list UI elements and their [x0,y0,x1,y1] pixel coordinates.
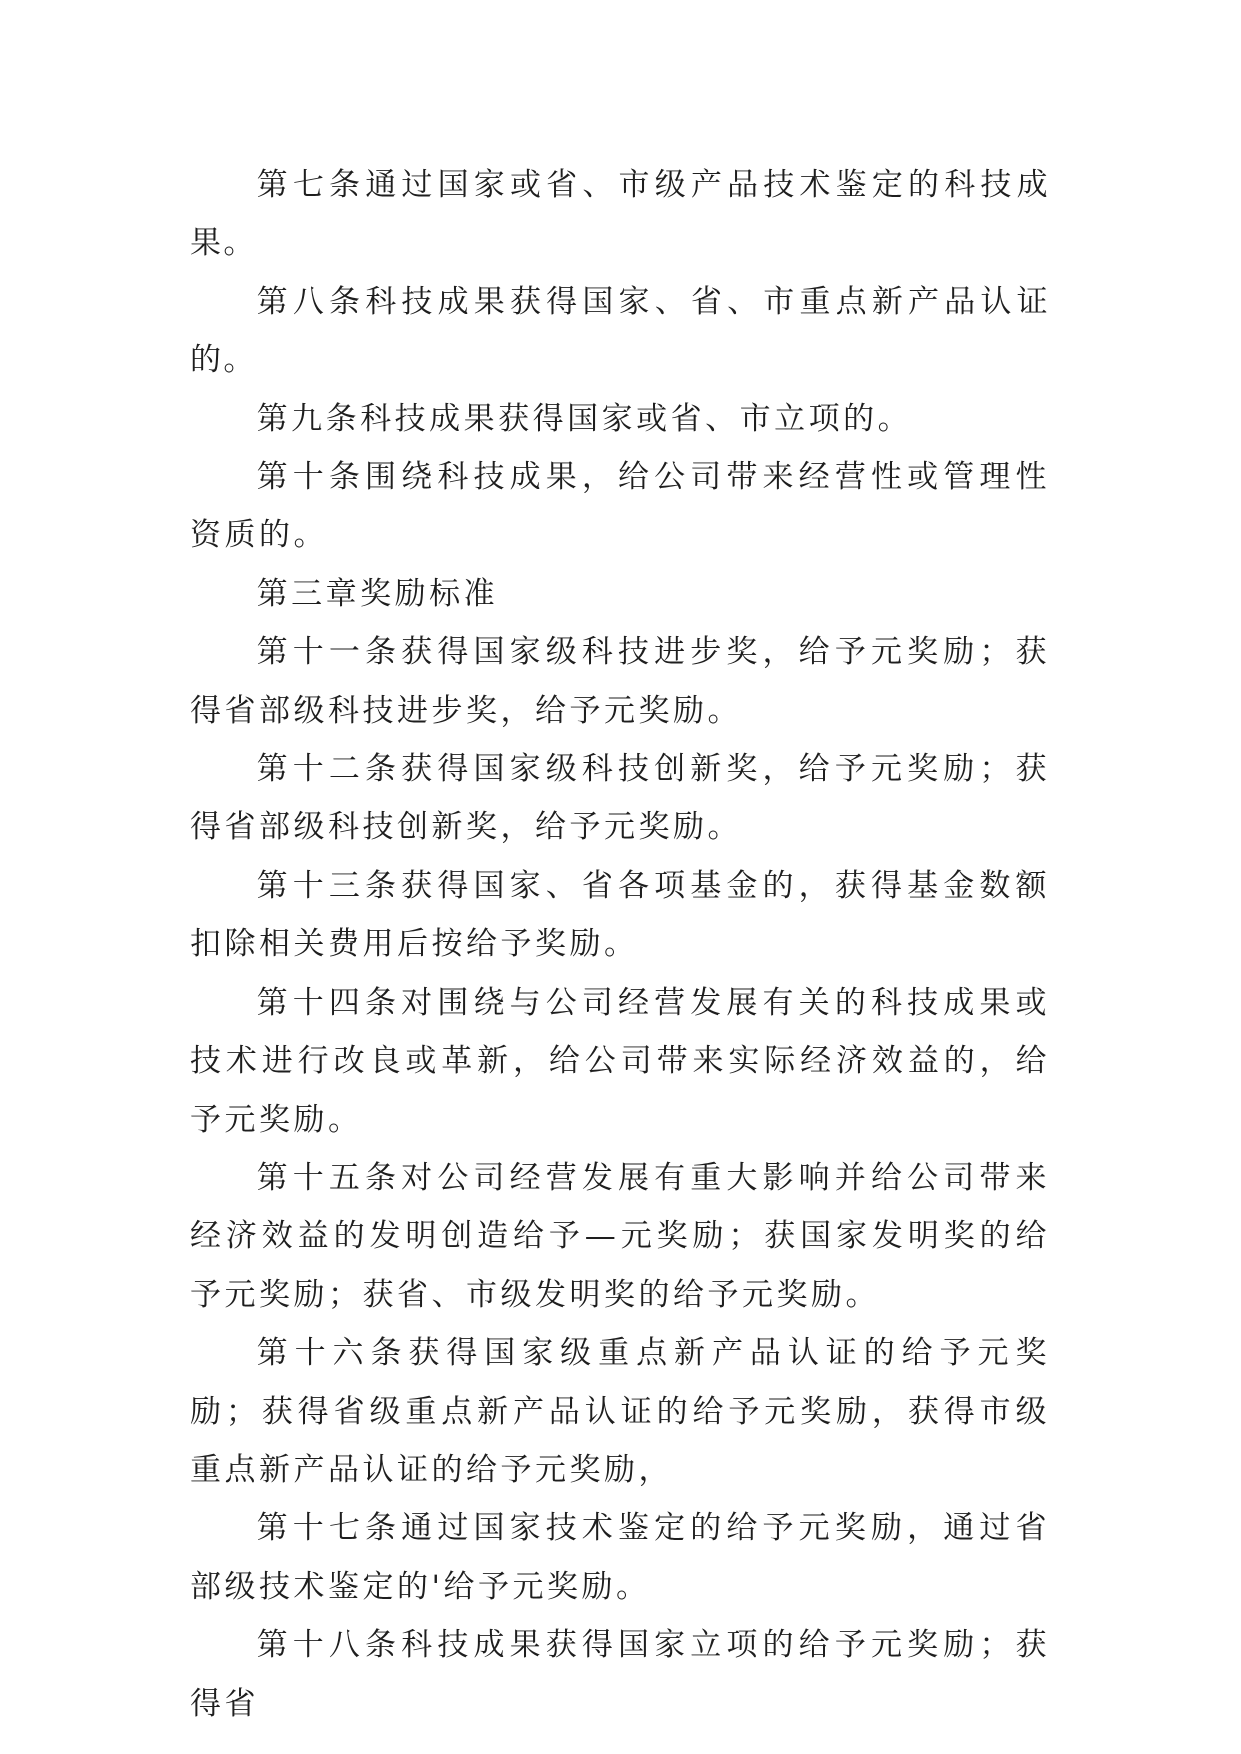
article-8-paragraph: 第八条科技成果获得国家、省、市重点新产品认证的。 [190,283,1050,379]
article-13-paragraph: 第十三条获得国家、省各项基金的，获得基金数额扣除相关费用后按给予奖励。 [190,867,1050,963]
article-18-paragraph: 第十八条科技成果获得国家立项的给予元奖励；获得省 [190,1627,1050,1722]
document-body [190,156,1050,1733]
chapter-3-heading: 第三章奖励标准 [256,575,499,612]
article-15-paragraph: 第十五条对公司经营发展有重大影响并给公司带来经济效益的发明创造给予—元奖励；获国家发明奖的给予元奖励；获省、市级发明奖的给予元奖励。 [190,1159,1050,1313]
article-14-paragraph: 第十四条对围绕与公司经营发展有关的科技成果或技术进行改良或革新，给公司带来实际经济效益的，给予元奖励。 [190,984,1050,1138]
article-10-paragraph: 第十条围绕科技成果，给公司带来经营性或管理性资质的。 [190,459,1050,554]
article-12-paragraph: 第十二条获得国家级科技创新奖，给予元奖励；获得省部级科技创新奖，给予元奖励。 [190,751,1050,846]
article-7-paragraph: 第七条通过国家或省、市级产品技术鉴定的科技成果。 [190,167,1050,262]
article-11-paragraph: 第十一条获得国家级科技进步奖，给予元奖励；获得省部级科技进步奖，给予元奖励。 [190,634,1050,729]
article-16-paragraph: 第十六条获得国家级重点新产品认证的给予元奖励；获得省级重点新产品认证的给予元奖励，获得市级重点新产品认证的给予元奖励， [190,1335,1050,1488]
article-17-paragraph: 第十七条通过国家技术鉴定的给予元奖励，通过省部级技术鉴定的'给予元奖励。 [190,1510,1050,1605]
article-9-paragraph: 第九条科技成果获得国家或省、市立项的。 [256,400,913,437]
